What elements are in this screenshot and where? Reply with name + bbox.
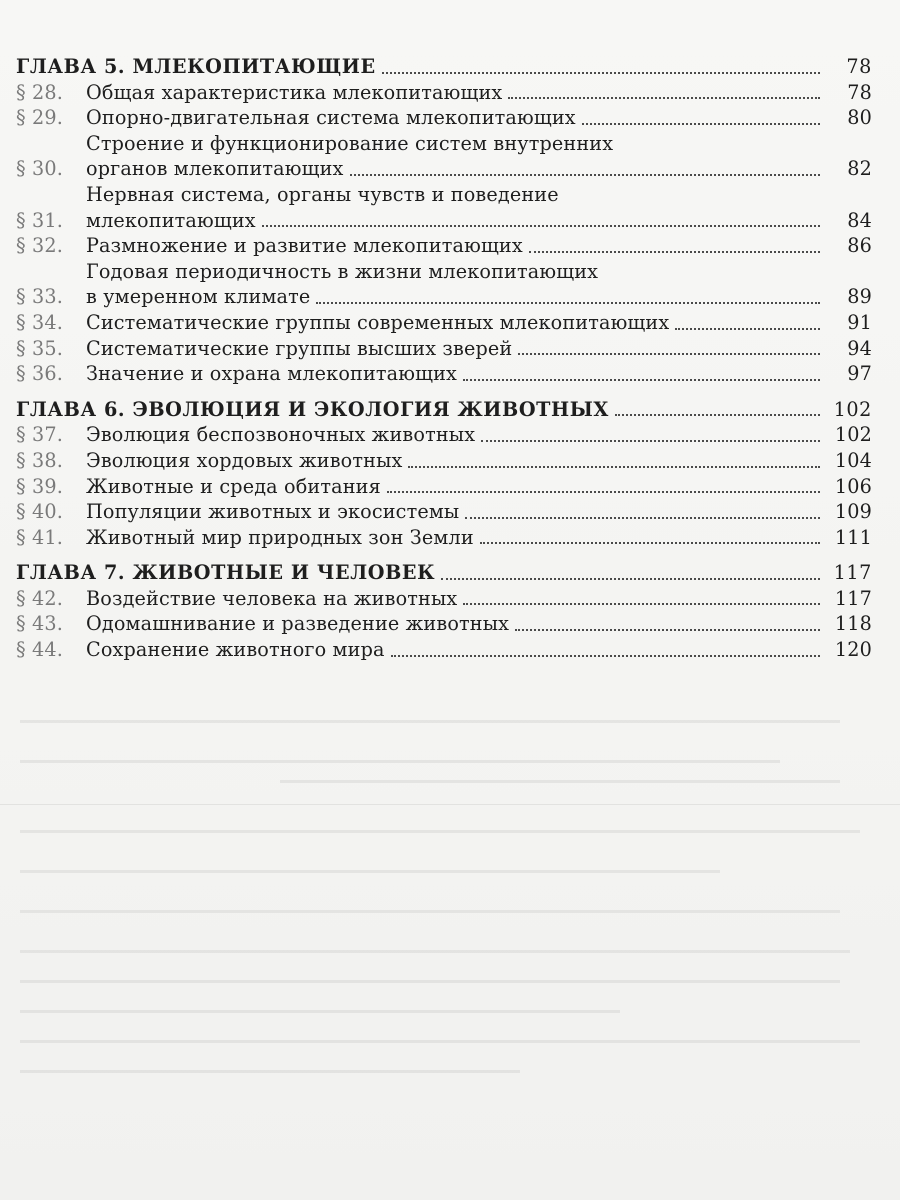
dot-leader — [391, 655, 820, 657]
section-title: Значение и охрана млекопитающих — [86, 362, 458, 386]
section-title: Эволюция хордовых животных — [86, 448, 403, 472]
chapter-heading: ГЛАВА 7. ЖИВОТНЫЕ И ЧЕЛОВЕК — [16, 561, 436, 585]
dot-leader — [382, 72, 820, 74]
section-number: § 35. — [16, 336, 63, 360]
section-title: Сохранение животного мира — [86, 638, 385, 662]
chapter-heading-row[interactable] — [16, 397, 872, 423]
toc-entry[interactable] — [16, 80, 872, 106]
section-title: Размножение и развитие млекопитающих — [86, 234, 523, 258]
section-title-block — [86, 182, 826, 233]
page-number: 118 — [834, 612, 872, 636]
toc-entry[interactable] — [16, 131, 872, 182]
section-title-block — [86, 131, 826, 182]
page-number: 120 — [834, 638, 872, 662]
dot-leader — [515, 629, 820, 631]
page-number: 78 — [847, 80, 872, 104]
section-title: Опорно-двигательная система млекопитающих — [86, 106, 576, 130]
section-title: Годовая периодичность в жизни млекопитающих — [86, 259, 599, 283]
page-number: 104 — [834, 448, 872, 472]
section-title: Систематические группы современных млекопитающих — [86, 310, 670, 334]
page-number: 84 — [847, 208, 872, 232]
section-title-block — [86, 259, 826, 310]
page-number: 117 — [834, 586, 872, 610]
dot-leader — [262, 225, 820, 227]
page-number: 94 — [847, 336, 872, 360]
toc-entry[interactable] — [16, 182, 872, 233]
section-number: § 42. — [16, 586, 63, 610]
toc-entry[interactable] — [16, 310, 872, 336]
chapter-heading-row[interactable] — [16, 54, 872, 80]
section-number: § 41. — [16, 525, 63, 549]
section-title: Эволюция беспозвоночных животных — [86, 423, 476, 447]
section-number: § 30. — [16, 157, 63, 181]
dot-leader — [465, 517, 820, 519]
section-number: § 43. — [16, 612, 63, 636]
page-number: 82 — [847, 157, 872, 181]
show-through-text — [0, 680, 900, 1200]
dot-leader — [350, 174, 820, 176]
chapter-heading: ГЛАВА 5. МЛЕКОПИТАЮЩИЕ — [16, 55, 376, 78]
chapter-heading-row[interactable] — [16, 560, 872, 586]
section-number: § 28. — [16, 80, 63, 104]
toc-entry[interactable] — [16, 611, 872, 637]
section-title: Воздействие человека на животных — [86, 586, 458, 610]
page-number: 78 — [846, 55, 872, 78]
section-number: § 32. — [16, 234, 63, 258]
section-number: § 44. — [16, 638, 63, 662]
dot-leader — [463, 379, 820, 381]
chapter-5 — [16, 54, 872, 387]
section-title-continued: млекопитающих — [86, 208, 256, 232]
section-title-line2-row — [86, 284, 826, 310]
dot-leader — [518, 353, 820, 355]
dot-leader — [480, 542, 820, 544]
section-number: § 31. — [16, 208, 63, 232]
toc-entry[interactable] — [16, 336, 872, 362]
section-title: Животные и среда обитания — [86, 474, 381, 498]
section-number: § 38. — [16, 448, 63, 472]
toc-entry[interactable] — [16, 422, 872, 448]
section-number: § 33. — [16, 285, 63, 309]
toc-entry[interactable] — [16, 361, 872, 387]
section-title-line2-row — [86, 156, 826, 182]
section-title: Строение и функционирование систем внутренних — [86, 131, 614, 155]
dot-leader — [408, 466, 820, 468]
chapter-6 — [16, 397, 872, 551]
section-title: Общая характеристика млекопитающих — [86, 80, 503, 104]
section-title: Одомашнивание и разведение животных — [86, 612, 510, 636]
dot-leader — [675, 328, 820, 330]
section-title: Популяции животных и экосистемы — [86, 500, 460, 524]
toc-entry[interactable] — [16, 637, 872, 663]
toc-entry[interactable] — [16, 105, 872, 131]
dot-leader — [387, 491, 820, 493]
toc-entry[interactable] — [16, 525, 872, 551]
chapter-7 — [16, 560, 872, 662]
faint-rule — [0, 804, 900, 805]
page-number: 102 — [834, 423, 872, 447]
dot-leader — [481, 440, 820, 442]
section-number: § 29. — [16, 106, 63, 130]
dot-leader — [441, 578, 820, 580]
dot-leader — [316, 302, 820, 304]
page-number: 89 — [847, 285, 872, 309]
section-number: § 37. — [16, 423, 63, 447]
section-number: § 39. — [16, 474, 63, 498]
page-number: 80 — [847, 106, 872, 130]
page-number: 117 — [833, 561, 872, 585]
toc-entry[interactable] — [16, 448, 872, 474]
dot-leader — [529, 251, 820, 253]
section-number: § 40. — [16, 500, 63, 524]
section-title-continued: органов млекопитающих — [86, 157, 344, 181]
page-number: 111 — [834, 525, 872, 549]
toc-entry[interactable] — [16, 233, 872, 259]
section-title: Животный мир природных зон Земли — [86, 525, 474, 549]
page-number: 86 — [847, 234, 872, 258]
toc-entry[interactable] — [16, 586, 872, 612]
page-number: 109 — [834, 500, 872, 524]
dot-leader — [615, 414, 820, 416]
section-title-line2-row — [86, 208, 826, 234]
dot-leader — [582, 123, 820, 125]
toc-entry[interactable] — [16, 499, 872, 525]
chapter-heading: ГЛАВА 6. ЭВОЛЮЦИЯ И ЭКОЛОГИЯ ЖИВОТНЫХ — [16, 397, 609, 421]
page-number: 97 — [847, 362, 872, 386]
page-number: 106 — [834, 474, 872, 498]
table-of-contents — [16, 54, 872, 673]
page-number: 102 — [833, 397, 872, 421]
section-number: § 34. — [16, 310, 63, 334]
dot-leader — [508, 97, 820, 99]
dot-leader — [463, 603, 820, 605]
section-title: Систематические группы высших зверей — [86, 336, 513, 360]
section-title-continued: в умеренном климате — [86, 285, 311, 309]
section-title: Нервная система, органы чувств и поведение — [86, 182, 559, 206]
toc-entry[interactable] — [16, 474, 872, 500]
section-number: § 36. — [16, 362, 63, 386]
toc-entry[interactable] — [16, 259, 872, 310]
page-number: 91 — [847, 310, 872, 334]
